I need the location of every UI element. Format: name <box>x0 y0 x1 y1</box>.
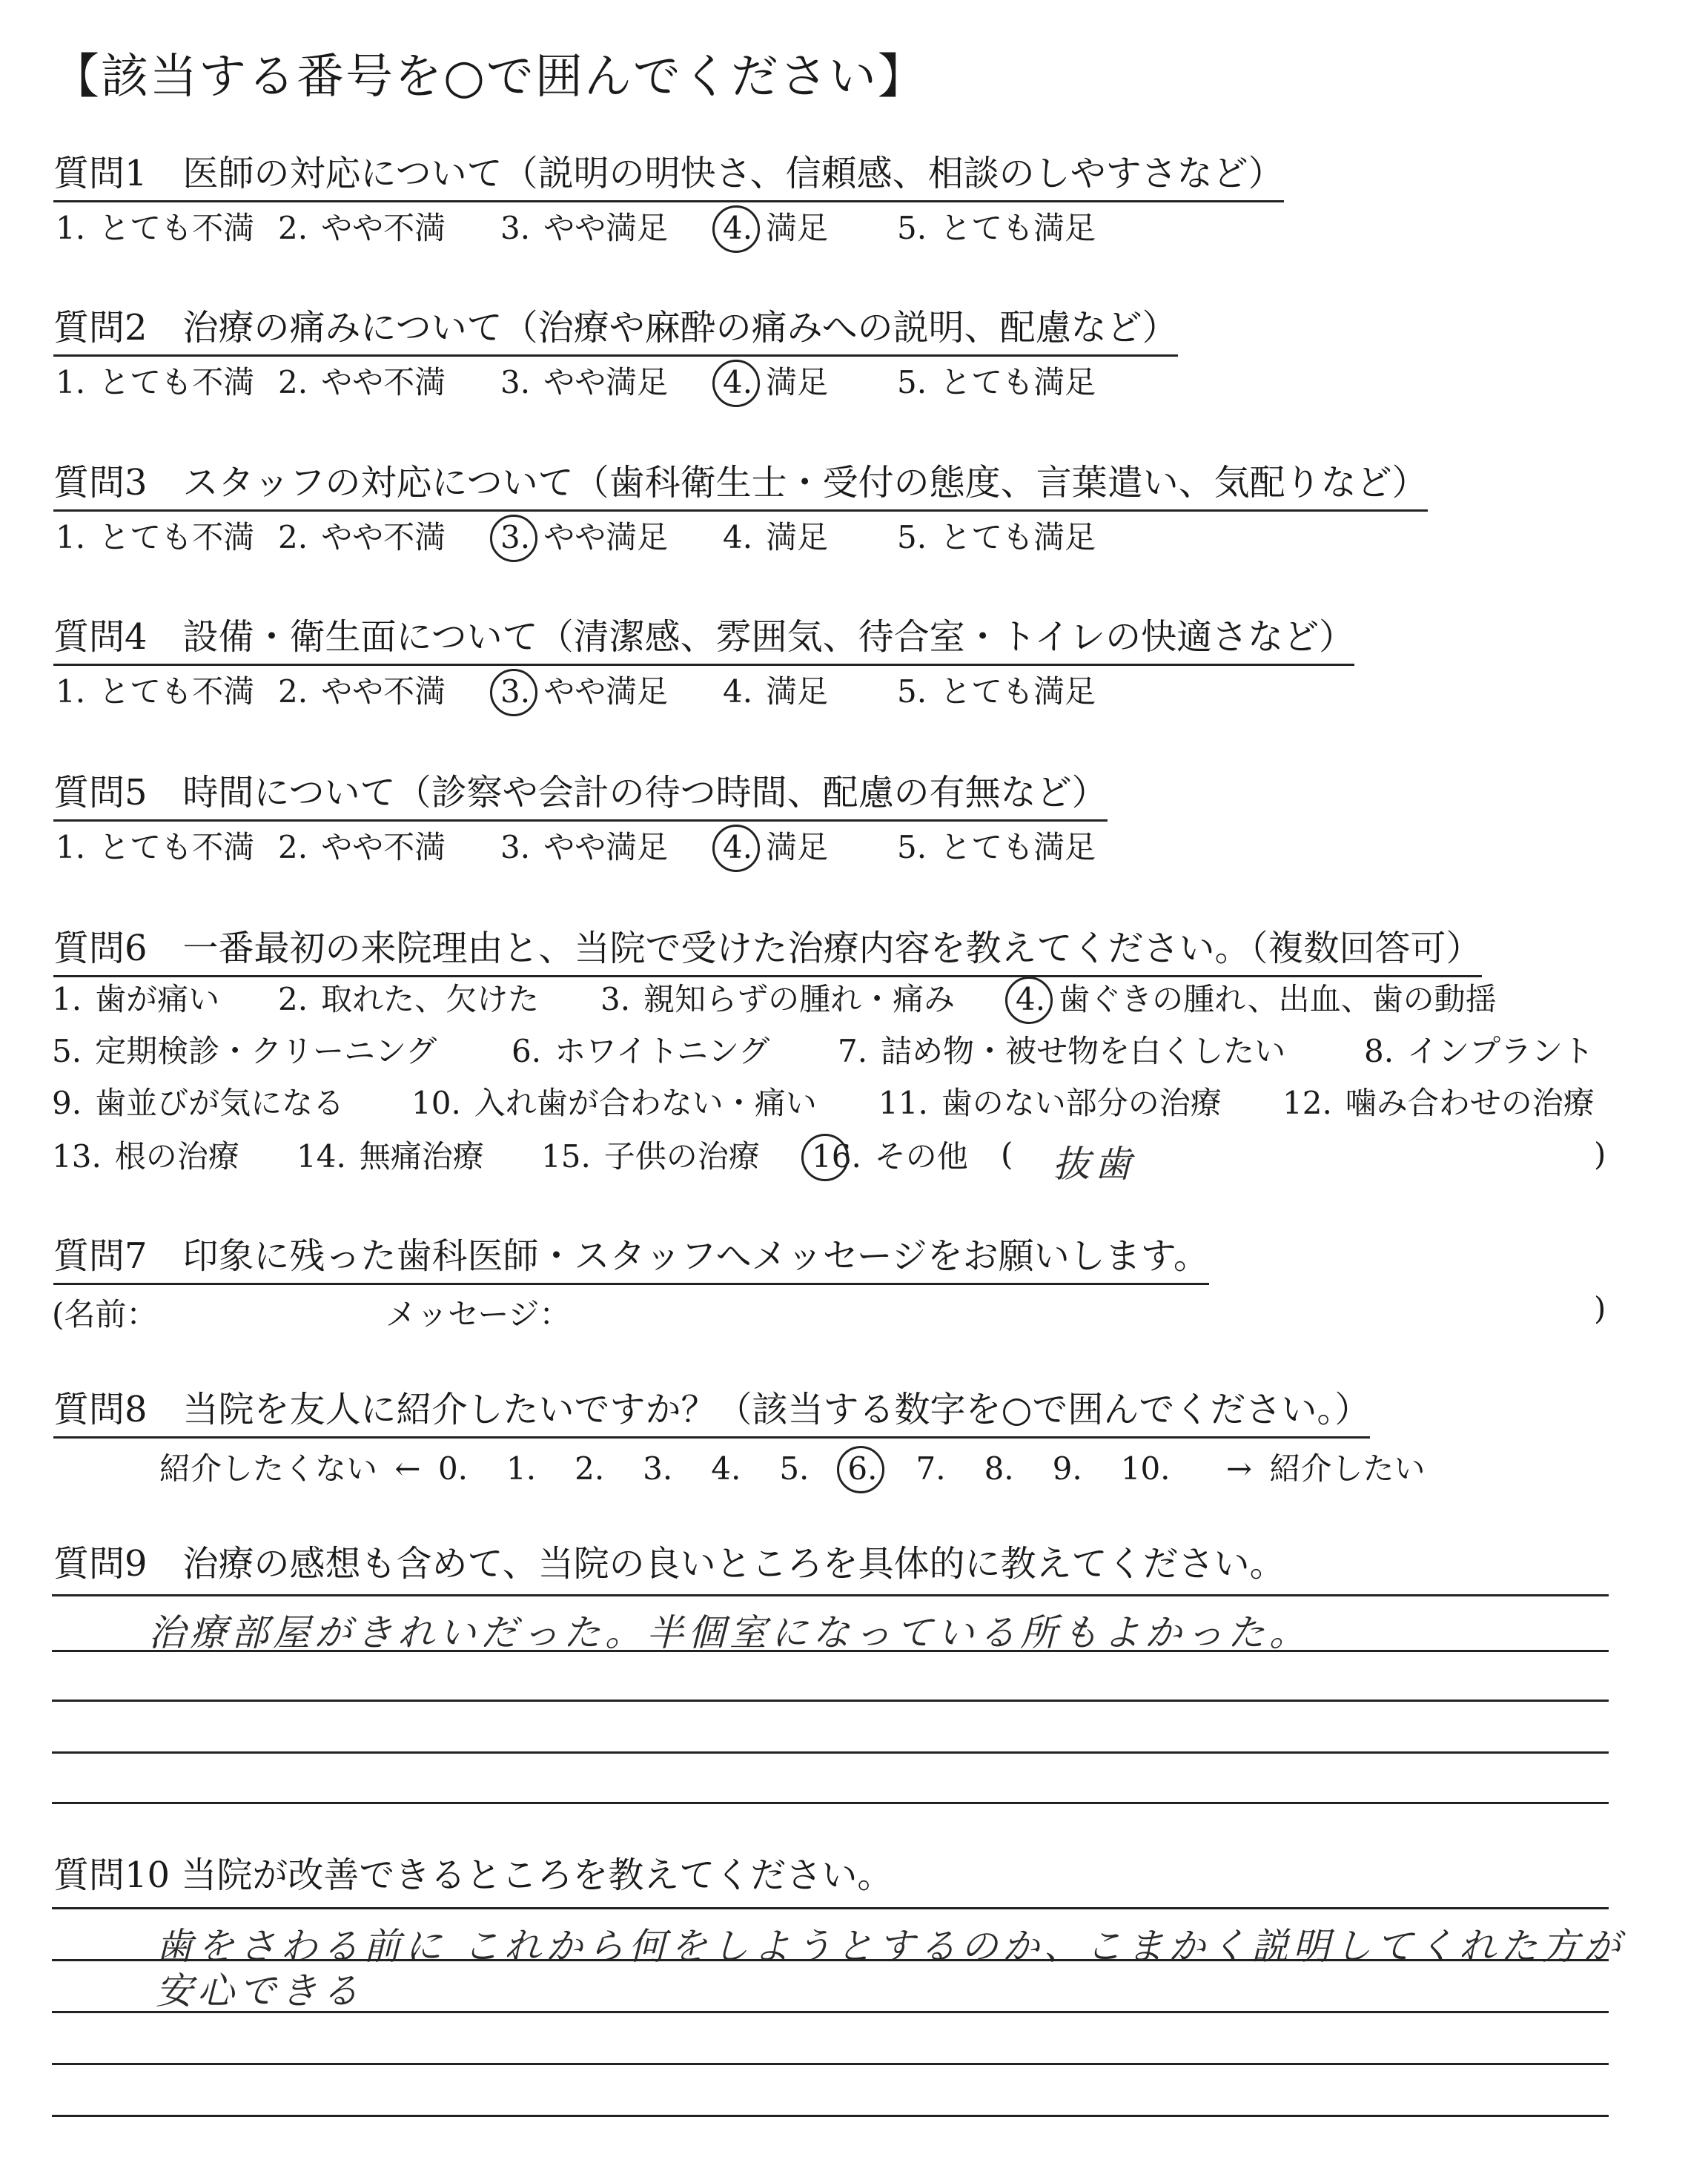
option-number: 1. <box>56 519 86 555</box>
q4-option[interactable] <box>723 667 828 712</box>
option-label: 親知らずの腫れ・痛み <box>643 981 956 1017</box>
option-label: やや不満 <box>321 364 446 400</box>
option-label: やや満足 <box>543 364 669 400</box>
q7-message-label: メッセージ： <box>385 1296 571 1332</box>
option-number: 3. <box>500 210 531 246</box>
q9-line <box>52 1700 1609 1702</box>
option-number: 2. <box>278 829 308 865</box>
option-number: 5. <box>897 673 927 710</box>
q7-close-paren: ) <box>1594 1290 1606 1327</box>
option-label: 満足 <box>766 519 829 555</box>
option-label: とても満足 <box>940 673 1096 710</box>
q2-option[interactable] <box>723 358 828 403</box>
option-number: 4. <box>723 829 753 865</box>
q6-option[interactable] <box>600 975 955 1020</box>
q7-title: 質問7 印象に残った歯科医師・スタッフへメッセージをお願いします。 <box>53 1227 1209 1285</box>
q8-left-arrow: ← <box>394 1450 421 1487</box>
option-number: 3. <box>500 364 531 400</box>
q3-option[interactable] <box>278 513 446 558</box>
option-label: 歯並びが気になる <box>95 1085 345 1121</box>
option-label: とても満足 <box>940 210 1096 246</box>
q8-title: 質問8 当院を友人に紹介したいですか？（該当する数字を○で囲んでください。） <box>53 1381 1370 1439</box>
q6-option[interactable] <box>411 1079 817 1123</box>
q10-line <box>52 2063 1609 2065</box>
option-label: 取れた、欠けた <box>321 981 540 1017</box>
q6-option[interactable] <box>52 975 219 1020</box>
q1-option[interactable] <box>500 204 668 248</box>
q9-title: 質問9 治療の感想も含めて、当院の良いところを具体的に教えてください。 <box>53 1543 1285 1585</box>
option-label: とても満足 <box>940 519 1096 555</box>
q8-scale-value[interactable]: 9. <box>1052 1450 1082 1487</box>
q4-option[interactable] <box>500 667 668 712</box>
option-label: とても不満 <box>99 519 255 555</box>
option-number: 3. <box>500 673 531 710</box>
option-label: とても不満 <box>99 829 255 865</box>
q8-scale-value[interactable]: 1. <box>506 1450 537 1487</box>
option-label: やや不満 <box>321 673 446 710</box>
option-number: 2. <box>278 519 308 555</box>
option-number: 8. <box>1364 1033 1394 1069</box>
q8-scale-value[interactable]: 8. <box>984 1450 1014 1487</box>
q6-option[interactable] <box>812 1132 968 1177</box>
option-number: 13. <box>52 1138 102 1175</box>
option-label: やや満足 <box>543 829 669 865</box>
option-number: 4. <box>723 210 753 246</box>
q6-option[interactable] <box>52 1079 344 1123</box>
option-label: 満足 <box>766 210 829 246</box>
q6-close-paren: ) <box>1594 1136 1606 1172</box>
option-number: 5. <box>897 519 927 555</box>
option-number: 1. <box>52 981 82 1017</box>
page-title: 【該当する番号を○で囲んでください】 <box>52 50 927 105</box>
q2-option[interactable] <box>56 358 254 403</box>
q4-option[interactable] <box>278 667 446 712</box>
q8-scale <box>159 1444 1425 1489</box>
option-number: 4. <box>723 519 753 555</box>
q3-option[interactable] <box>723 513 828 558</box>
q4-option[interactable] <box>897 667 1096 712</box>
q6-open-paren: ( <box>1001 1136 1013 1172</box>
q5-option[interactable] <box>278 823 446 868</box>
q6-option[interactable] <box>838 1027 1285 1071</box>
q6-option[interactable] <box>52 1027 437 1071</box>
option-number: 5. <box>897 829 927 865</box>
q3-option[interactable] <box>500 513 668 558</box>
option-label: やや不満 <box>321 519 446 555</box>
option-label: 定期検診・クリーニング <box>95 1033 437 1069</box>
q4-option[interactable] <box>56 667 254 712</box>
q8-scale-value[interactable]: 7. <box>916 1450 946 1487</box>
q5-option[interactable] <box>56 823 254 868</box>
option-number: 5. <box>897 210 927 246</box>
option-number: 9. <box>52 1085 82 1121</box>
option-label: 入れ歯が合わない・痛い <box>474 1085 817 1121</box>
q6-option[interactable] <box>1016 975 1497 1020</box>
option-label: やや不満 <box>321 829 446 865</box>
option-number: 12. <box>1282 1085 1332 1121</box>
q6-option[interactable] <box>1282 1079 1595 1123</box>
option-label: 歯ぐきの腫れ、出血、歯の動揺 <box>1059 981 1497 1017</box>
q6-title: 質問6 一番最初の来院理由と、当院で受けた治療内容を教えてください。（複数回答可） <box>53 919 1482 977</box>
q8-right-arrow: → <box>1225 1450 1253 1487</box>
option-label: 満足 <box>766 829 829 865</box>
q4-title: 質問4 設備・衛生面について（清潔感、雰囲気、待合室・トイレの快適さなど） <box>53 608 1354 666</box>
option-number: 4. <box>1016 981 1046 1017</box>
q6-other-answer: 抜歯 <box>1053 1143 1136 1186</box>
option-number: 5. <box>52 1033 82 1069</box>
q10-line <box>52 2115 1609 2117</box>
q3-option[interactable] <box>56 513 254 558</box>
option-label: 満足 <box>766 364 829 400</box>
q8-scale-value[interactable]: 6. <box>847 1450 878 1487</box>
q1-option[interactable] <box>723 204 828 248</box>
option-label: 歯のない部分の治療 <box>941 1085 1222 1121</box>
q2-option[interactable] <box>278 358 446 403</box>
q6-option[interactable] <box>52 1132 239 1177</box>
q10-answer-line1: 歯をさわる前に これから何をしようとするのか、こまかく説明してくれた方が <box>156 1925 1625 1968</box>
option-label: 満足 <box>766 673 829 710</box>
option-label: やや満足 <box>543 519 669 555</box>
option-number: 1. <box>56 673 86 710</box>
option-number: 6. <box>512 1033 542 1069</box>
q8-scale-value[interactable]: 2. <box>575 1450 605 1487</box>
q3-title: 質問3 スタッフの対応について（歯科衛生士・受付の態度、言葉遣い、気配りなど） <box>53 454 1428 512</box>
q5-option[interactable] <box>500 823 668 868</box>
option-number: 4. <box>723 673 753 710</box>
option-number: 3. <box>500 829 531 865</box>
q8-scale-value[interactable]: 10. <box>1120 1450 1171 1487</box>
q2-option[interactable] <box>500 358 668 403</box>
q9-line <box>52 1594 1609 1596</box>
option-label: 根の治療 <box>114 1138 239 1175</box>
q5-title: 質問5 時間について（診察や会計の待つ時間、配慮の有無など） <box>53 764 1108 822</box>
option-label: インプラント <box>1407 1033 1595 1069</box>
option-label: 歯が痛い <box>95 981 220 1017</box>
option-number: 5. <box>897 364 927 400</box>
q1-option[interactable] <box>56 204 254 248</box>
option-label: とても不満 <box>99 210 255 246</box>
option-label: ホワイトニング <box>555 1033 770 1069</box>
option-number: 1. <box>56 364 86 400</box>
q6-option[interactable] <box>278 975 539 1020</box>
q1-title: 質問1 医師の対応について（説明の明快さ、信頼感、相談のしやすさなど） <box>53 145 1284 202</box>
option-number: 3. <box>600 981 631 1017</box>
q10-title: 質問10 当院が改善できるところを教えてください。 <box>53 1855 893 1896</box>
q9-answer: 治療部屋がきれいだった。半個室になっている所もよかった。 <box>148 1611 1311 1654</box>
q6-option[interactable] <box>512 1027 769 1071</box>
q7-name-label: (名前： <box>52 1296 158 1332</box>
option-number: 14. <box>297 1138 346 1175</box>
q10-answer-line2: 安心できる <box>156 1969 363 2012</box>
option-number: 16. <box>812 1138 861 1175</box>
q8-scale-value[interactable]: 3. <box>643 1450 673 1487</box>
option-label: やや不満 <box>321 210 446 246</box>
option-number: 2. <box>278 981 308 1017</box>
q9-line <box>52 1751 1609 1754</box>
q6-option[interactable] <box>1364 1027 1594 1071</box>
q5-option[interactable] <box>897 823 1096 868</box>
option-number: 1. <box>56 210 86 246</box>
q9-line <box>52 1802 1609 1804</box>
option-label: やや満足 <box>543 210 669 246</box>
q8-left-label: 紹介したくない <box>159 1450 378 1487</box>
q6-option[interactable] <box>297 1132 484 1177</box>
option-number: 1. <box>56 829 86 865</box>
q3-option[interactable] <box>897 513 1096 558</box>
option-number: 15. <box>541 1138 591 1175</box>
option-label: とても不満 <box>99 673 255 710</box>
q9-line <box>52 1650 1609 1652</box>
option-number: 4. <box>723 364 753 400</box>
q2-title: 質問2 治療の痛みについて（治療や麻酔の痛みへの説明、配慮など） <box>53 299 1178 357</box>
option-label: 無痛治療 <box>359 1138 484 1175</box>
q8-right-label: 紹介したい <box>1269 1450 1426 1487</box>
option-number: 10. <box>411 1085 461 1121</box>
option-label: 噛み合わせの治療 <box>1345 1085 1595 1121</box>
q6-option[interactable] <box>878 1079 1222 1123</box>
q10-line <box>52 1907 1609 1909</box>
option-number: 11. <box>878 1085 928 1121</box>
option-number: 2. <box>278 673 308 710</box>
q8-scale-value[interactable]: 4. <box>711 1450 741 1487</box>
option-label: その他 <box>874 1138 968 1175</box>
q8-scale-value[interactable]: 5. <box>779 1450 810 1487</box>
q1-option[interactable] <box>278 204 446 248</box>
option-number: 3. <box>500 519 531 555</box>
option-number: 2. <box>278 364 308 400</box>
option-label: 詰め物・被せ物を白くしたい <box>881 1033 1286 1069</box>
option-label: とても満足 <box>940 364 1096 400</box>
q6-option[interactable] <box>541 1132 760 1177</box>
q8-scale-value[interactable]: 0. <box>437 1450 469 1487</box>
option-label: やや満足 <box>543 673 669 710</box>
q10-line <box>52 2011 1609 2013</box>
option-number: 7. <box>838 1033 868 1069</box>
option-number: 2. <box>278 210 308 246</box>
option-label: 子供の治療 <box>603 1138 760 1175</box>
q1-option[interactable] <box>897 204 1096 248</box>
q5-option[interactable] <box>723 823 828 868</box>
option-label: とても満足 <box>940 829 1096 865</box>
option-label: とても不満 <box>99 364 255 400</box>
q2-option[interactable] <box>897 358 1096 403</box>
